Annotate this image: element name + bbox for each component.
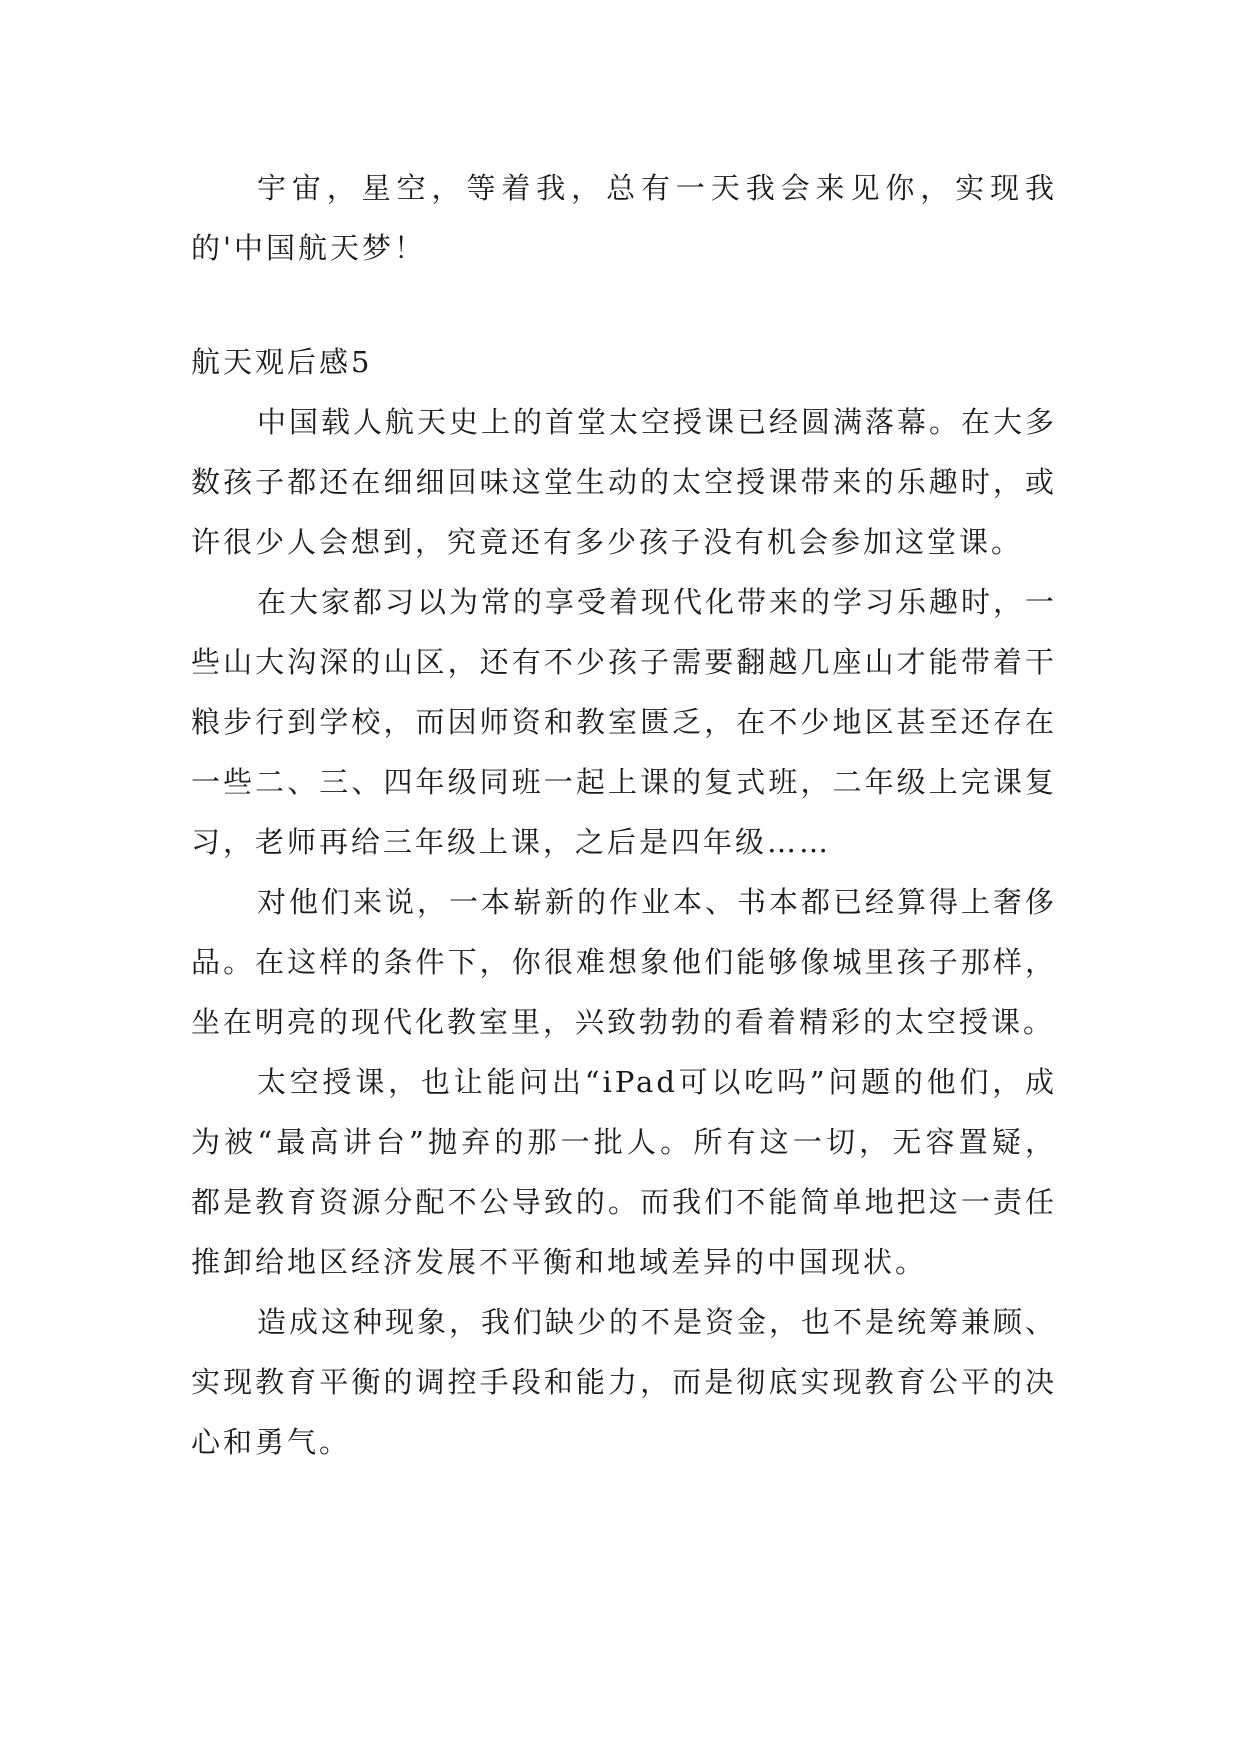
- paragraph: 太空授课，也让能问出“iPad可以吃吗”问题的他们，成为被“最高讲台”抛弃的那一批人。所有这一切，无容置疑，都是教育资源分配不公导致的。而我们不能简单地把这一责任推卸给地区经济发展不平衡和地域差异的中国现状。: [191, 1065, 1057, 1279]
- paragraph: 造成这种现象，我们缺少的不是资金，也不是统筹兼顾、实现教育平衡的调控手段和能力，而是彻底实现教育公平的决心和勇气。: [191, 1305, 1058, 1459]
- article-body: [191, 392, 1057, 1472]
- section-title: 航天观后感5: [191, 345, 373, 379]
- paragraph: 在大家都习以为常的享受着现代化带来的学习乐趣时，一些山大沟深的山区，还有不少孩子需要翻越几座山才能带着干粮步行到学校，而因师资和教室匮乏，在不少地区甚至还存在一些二、三、四年级同班一起上课的复式班，二年级上完课复习，老师再给三年级上课，之后是四年级……: [191, 585, 1058, 859]
- intro-section: [191, 158, 1057, 278]
- intro-paragraph: 宇宙，星空，等着我，总有一天我会来见你，实现我的'中国航天梦！: [191, 171, 1057, 265]
- paragraph: 对他们来说，一本崭新的作业本、书本都已经算得上奢侈品。在这样的条件下，你很难想象他们能够像城里孩子那样，坐在明亮的现代化教室里，兴致勃勃的看着精彩的太空授课。: [191, 885, 1058, 1039]
- paragraph: 中国载人航天史上的首堂太空授课已经圆满落幕。在大多数孩子都还在细细回味这堂生动的太空授课带来的乐趣时，或许很少人会想到，究竟还有多少孩子没有机会参加这堂课。: [191, 405, 1058, 559]
